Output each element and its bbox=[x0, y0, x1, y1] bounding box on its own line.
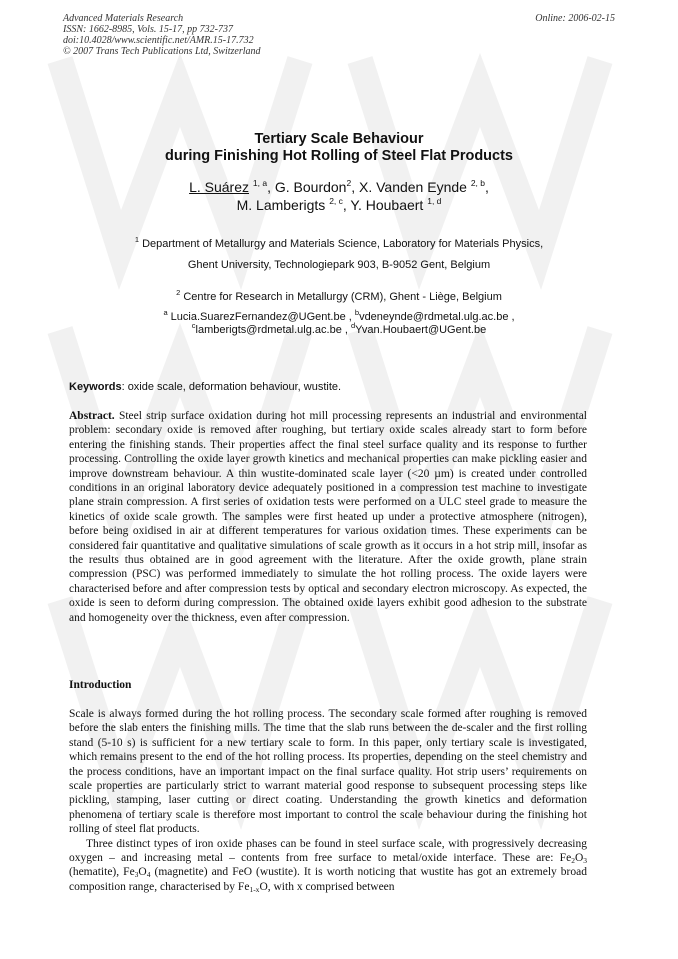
subscript: 3 bbox=[583, 856, 587, 866]
author-list bbox=[40, 178, 638, 214]
issn-line: ISSN: 1662-8985, Vols. 15-17, pp 732-737 bbox=[63, 24, 233, 35]
email-houbaert[interactable]: Yvan.Houbaert@UGent.be bbox=[355, 324, 487, 336]
email-sup: d bbox=[351, 321, 356, 330]
author-suarez: L. Suárez bbox=[189, 179, 250, 195]
introduction-paragraph-2 bbox=[69, 837, 587, 895]
author-sup: 2, b bbox=[470, 178, 486, 188]
copyright-line: © 2007 Trans Tech Publications Ltd, Switzerland bbox=[63, 46, 261, 57]
journal-header bbox=[63, 13, 615, 57]
subscript: 1-x bbox=[249, 884, 260, 894]
author-houbaert: , Y. Houbaert bbox=[342, 197, 424, 213]
affiliation-2 bbox=[40, 288, 638, 304]
author-vanden-eynde: , X. Vanden Eynde bbox=[351, 179, 467, 195]
affiliation-1-line-1: Department of Metallurgy and Materials Science, Laboratory for Materials Physics, bbox=[142, 238, 544, 250]
email-block bbox=[40, 308, 638, 337]
paragraph-text: Three distinct types of iron oxide phases can be found in steel surface scale, with progressively decreasing oxygen – and increasing metal – contents from free surface to metal/oxide interface. These are: Fe bbox=[69, 837, 587, 865]
subscript: 4 bbox=[146, 870, 151, 880]
author-sup: 1, d bbox=[427, 196, 442, 206]
keywords-text: : oxide scale, deformation behaviour, wustite. bbox=[121, 381, 342, 393]
keywords-label: Keywords bbox=[69, 381, 122, 393]
subscript: 3 bbox=[134, 870, 139, 880]
affiliation-sup: 1 bbox=[134, 235, 140, 244]
journal-name: Advanced Materials Research bbox=[63, 13, 184, 24]
email-sup: c bbox=[191, 321, 196, 330]
doi-line[interactable]: doi:10.4028/www.scientific.net/AMR.15-17.732 bbox=[63, 35, 254, 46]
affiliation-sup: 2 bbox=[176, 288, 181, 297]
paragraph-text: O, with x comprised between bbox=[259, 880, 395, 893]
author-lamberigts: M. Lamberigts bbox=[236, 197, 326, 213]
paragraph-text: O bbox=[138, 866, 147, 879]
author-sup: 2 bbox=[346, 178, 352, 188]
introduction-paragraph-1: Scale is always formed during the hot rolling process. The secondary scale formed after roughing is removed before the slab enters the finishing mills. The time that the slab runs between the de-scaler and the first rolling stand (5-10 s) is sufficient for a new tertiary scale to form. In this paper, only tertiary scale is investigated, which remains present to the end of the hot rolling process. Its properties, depending on the steel chemistry and the process conditions, have an important impact on the final surface quality. Hot strip users’ requirements on scale properties are particularly strict to warrant material good response to subsequent processing steps like pickling, stamping, laser cutting or direct coating. Understanding the growth kinetics and deformation phenomena of tertiary scale is therefore most important to control the scale behaviour during the finishing hot rolling of steel flat products. bbox=[69, 708, 587, 836]
abstract bbox=[69, 409, 587, 625]
title-line-1: Tertiary Scale Behaviour bbox=[254, 131, 424, 147]
affiliation-2-line-1: Centre for Research in Metallurgy (CRM), Ghent - Liège, Belgium bbox=[183, 291, 502, 303]
author-bourdon: , G. Bourdon bbox=[267, 179, 347, 195]
affiliation-1-line-2: Ghent University, Technologiepark 903, B-9052 Gent, Belgium bbox=[187, 259, 491, 271]
paragraph-text: (magnetite) and FeO (wustite). It is worth noticing that wustite has got an extremely broad composition range, characterised by Fe bbox=[69, 866, 587, 893]
email-sup: b bbox=[354, 308, 360, 317]
author-separator: , bbox=[485, 179, 489, 195]
email-vdeneynde[interactable]: vdeneynde@rdmetal.ulg.ac.be , bbox=[359, 311, 515, 323]
keywords bbox=[69, 381, 609, 394]
affiliation-1 bbox=[40, 235, 638, 272]
abstract-label: Abstract. bbox=[69, 410, 115, 422]
email-lamberigts[interactable]: lamberigts@rdmetal.ulg.ac.be , bbox=[195, 324, 348, 336]
title-line-2: during Finishing Hot Rolling of Steel Flat Products bbox=[165, 148, 513, 164]
online-date: Online: 2006-02-15 bbox=[535, 13, 615, 24]
email-sup: a bbox=[163, 308, 168, 317]
introduction-heading: Introduction bbox=[69, 679, 132, 691]
abstract-text: Steel strip surface oxidation during hot mill processing represents an industrial and environmental problem: secondary oxide is removed after roughing, but tertiary oxide scales already start to form before entering the finishing stands. Their properties affect the final steel surface quality and its response to further processing. Controlling the oxide layer growth kinetics and mechanical properties can make pickling easier and improve downstream behaviour. A thin wustite-dominated scale layer (<20 µm) is created under controlled conditions in an original laboratory device adequately positioned in a compression test machine to investigate plane strain compression. A first series of oxidation tests were performed on a ULC steel grade to measure the kinetics of oxide scale growth. The samples were first heated up under a protective atmosphere (nitrogen), before being oxidised in air at different temperatures for various oxidation times. These experiments can be considered fair quantitative and qualitative simulations of scale growth as it occurs in a hot strip mill, insofar as the results thus obtained are in good agreement with the literature. After the oxide growth, plane strain compression (PSC) was performed immediately to simulate the hot rolling process. The oxide layers were characterised before and after compression tests by optical and secondary electron microscopy. As expected, the oxide is seen to deform during compression. The obtained oxide layers exhibit good adhesion to the substrate and homogeneity over the thickness, even after compression. bbox=[69, 410, 587, 624]
email-suarez[interactable]: Lucia.SuarezFernandez@UGent.be , bbox=[170, 311, 352, 323]
introduction-body bbox=[69, 707, 587, 894]
paper-title bbox=[40, 131, 638, 165]
author-sup: 1, a bbox=[252, 178, 268, 188]
author-sup: 2, c bbox=[329, 196, 343, 206]
paragraph-text: (hematite), Fe bbox=[69, 866, 135, 879]
paragraph-text: O bbox=[574, 852, 584, 865]
subscript: 2 bbox=[571, 856, 575, 866]
